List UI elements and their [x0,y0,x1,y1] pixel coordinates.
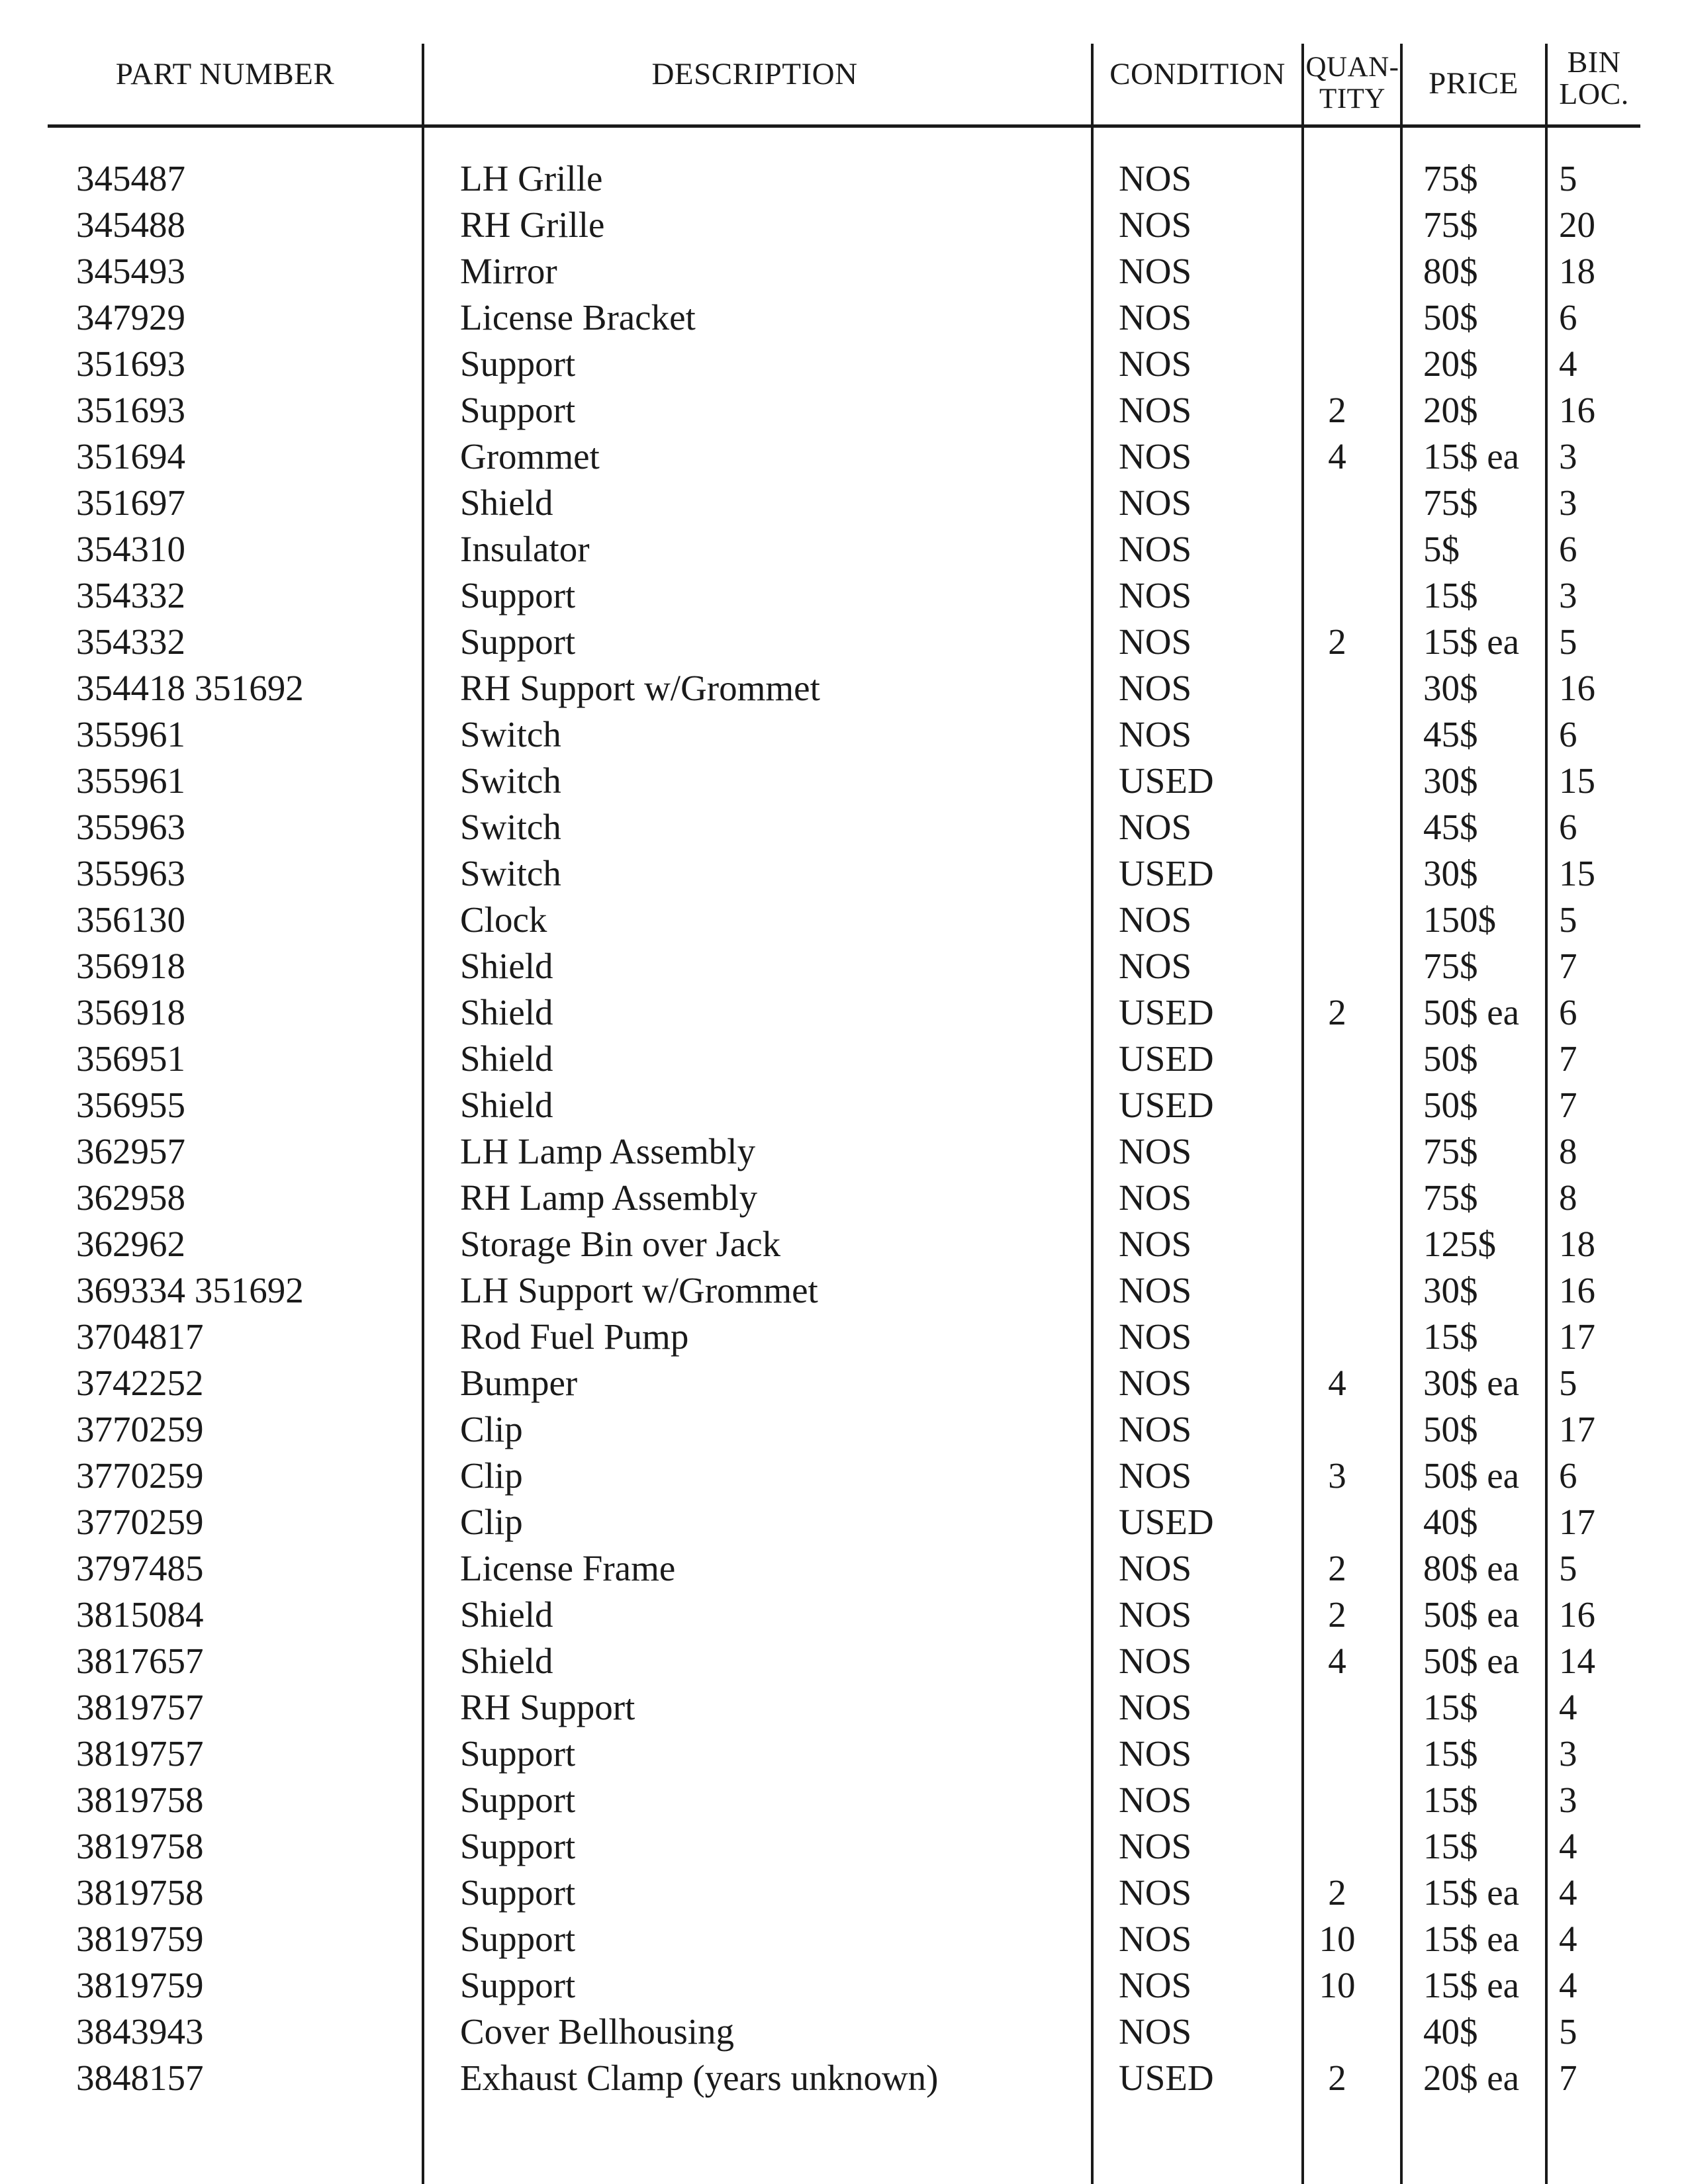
description-cell: Shield [460,1594,553,1635]
price-cell: 50$ ea [1423,992,1520,1032]
condition-cell: NOS [1119,1548,1192,1588]
condition-cell: NOS [1119,343,1192,384]
price-cell: 15$ [1423,1687,1478,1727]
part-number-cell: 3819758 [76,1872,204,1913]
price-cell: 80$ ea [1423,1548,1520,1588]
quantity-cell: 4 [1328,1363,1346,1403]
condition-cell: USED [1119,1085,1214,1125]
bin-location-cell: 17 [1559,1316,1595,1357]
description-cell: Clip [460,1502,523,1542]
condition-cell: NOS [1119,1780,1192,1820]
condition-cell: NOS [1119,1919,1192,1959]
quantity-cell: 2 [1328,2058,1346,2098]
part-number-cell: 3848157 [76,2058,204,2098]
part-number-cell: 355963 [76,807,185,847]
price-cell: 45$ [1423,714,1478,754]
condition-cell: NOS [1119,1687,1192,1727]
price-cell: 75$ [1423,946,1478,986]
part-number-cell: 3817657 [76,1641,204,1681]
price-cell: 50$ ea [1423,1455,1520,1496]
description-cell: Shield [460,1038,553,1079]
condition-cell: NOS [1119,1224,1192,1264]
part-number-cell: 347929 [76,297,185,338]
header-quantity-line2: TITY [1319,83,1385,114]
quantity-cell: 10 [1319,1965,1356,2005]
condition-cell: NOS [1119,1363,1192,1403]
table-row [0,295,1688,341]
part-number-cell: 3819757 [76,1687,204,1727]
condition-cell: NOS [1119,1409,1192,1449]
condition-cell: NOS [1119,1131,1192,1171]
price-cell: 50$ ea [1423,1641,1520,1681]
price-cell: 15$ ea [1423,1919,1520,1959]
part-number-cell: 3843943 [76,2011,204,2052]
price-cell: 5$ [1423,529,1460,569]
price-cell: 15$ ea [1423,621,1520,662]
bin-location-cell: 4 [1559,1826,1577,1866]
part-number-cell: 345488 [76,205,185,245]
description-cell: Grommet [460,436,600,477]
table-row [0,1870,1688,1916]
bin-location-cell: 5 [1559,158,1577,199]
description-cell: Support [460,1919,576,1959]
price-cell: 50$ [1423,297,1478,338]
condition-cell: USED [1119,853,1214,893]
table-row [0,804,1688,850]
bin-location-cell: 5 [1559,899,1577,940]
quantity-cell: 10 [1319,1919,1356,1959]
condition-cell: USED [1119,1038,1214,1079]
table-row [0,1499,1688,1545]
bin-location-cell: 15 [1559,853,1595,893]
description-cell: Switch [460,714,561,754]
bin-location-cell: 15 [1559,760,1595,801]
part-number-cell: 3742252 [76,1363,204,1403]
bin-location-cell: 8 [1559,1177,1577,1218]
price-cell: 50$ ea [1423,1594,1520,1635]
bin-location-cell: 6 [1559,1455,1577,1496]
header-bin-line1: BIN [1567,45,1621,79]
condition-cell: NOS [1119,1965,1192,2005]
bin-location-cell: 6 [1559,992,1577,1032]
bin-location-cell: 5 [1559,1548,1577,1588]
part-number-cell: 3704817 [76,1316,204,1357]
bin-location-cell: 4 [1559,1919,1577,1959]
description-cell: Support [460,1826,576,1866]
table-row [0,1082,1688,1128]
price-cell: 80$ [1423,251,1478,291]
bin-location-cell: 16 [1559,1594,1595,1635]
price-cell: 15$ [1423,1780,1478,1820]
table-row [0,711,1688,758]
condition-cell: NOS [1119,436,1192,477]
condition-cell: NOS [1119,899,1192,940]
header-underline [48,124,1640,128]
quantity-cell: 4 [1328,1641,1346,1681]
condition-cell: NOS [1119,714,1192,754]
description-cell: Support [460,1872,576,1913]
table-row [0,665,1688,711]
description-cell: Clip [460,1455,523,1496]
table-row [0,1638,1688,1684]
part-number-cell: 3819757 [76,1733,204,1774]
part-number-cell: 3770259 [76,1455,204,1496]
table-row [0,943,1688,989]
price-cell: 75$ [1423,158,1478,199]
condition-cell: NOS [1119,946,1192,986]
bin-location-cell: 17 [1559,1502,1595,1542]
table-row [0,572,1688,619]
quantity-cell: 2 [1328,390,1346,430]
price-cell: 15$ [1423,1826,1478,1866]
price-cell: 15$ [1423,575,1478,615]
condition-cell: NOS [1119,1641,1192,1681]
part-number-cell: 345487 [76,158,185,199]
price-cell: 30$ [1423,760,1478,801]
part-number-cell: 362957 [76,1131,185,1171]
description-cell: Support [460,1780,576,1820]
price-cell: 50$ [1423,1038,1478,1079]
bin-location-cell: 3 [1559,1780,1577,1820]
table-row [0,341,1688,387]
header-quantity [1303,52,1402,115]
description-cell: RH Lamp Assembly [460,1177,758,1218]
description-cell: Switch [460,853,561,893]
description-cell: Switch [460,760,561,801]
description-cell: Clip [460,1409,523,1449]
description-cell: RH Grille [460,205,605,245]
table-row [0,1128,1688,1175]
table-row [0,526,1688,572]
part-number-cell: 355961 [76,760,185,801]
price-cell: 50$ [1423,1409,1478,1449]
part-number-cell: 356918 [76,992,185,1032]
price-cell: 40$ [1423,1502,1478,1542]
bin-location-cell: 5 [1559,621,1577,662]
condition-cell: USED [1119,2058,1214,2098]
table-row [0,1360,1688,1406]
part-number-cell: 3819759 [76,1919,204,1959]
condition-cell: NOS [1119,807,1192,847]
bin-location-cell: 20 [1559,205,1595,245]
description-cell: Shield [460,482,553,523]
condition-cell: NOS [1119,297,1192,338]
table-row [0,1731,1688,1777]
bin-location-cell: 16 [1559,1270,1595,1310]
description-cell: Clock [460,899,547,940]
condition-cell: NOS [1119,1826,1192,1866]
bin-location-cell: 4 [1559,1687,1577,1727]
bin-location-cell: 3 [1559,575,1577,615]
part-number-cell: 345493 [76,251,185,291]
part-number-cell: 354310 [76,529,185,569]
bin-location-cell: 7 [1559,2058,1577,2098]
price-cell: 15$ ea [1423,1965,1520,2005]
price-cell: 15$ ea [1423,1872,1520,1913]
part-number-cell: 3770259 [76,1502,204,1542]
part-number-cell: 3815084 [76,1594,204,1635]
header-part-number: PART NUMBER [115,57,335,91]
parts-table-body [0,156,1688,2101]
bin-location-cell: 5 [1559,2011,1577,2052]
bin-location-cell: 6 [1559,807,1577,847]
description-cell: Mirror [460,251,557,291]
description-cell: RH Support w/Grommet [460,668,820,708]
price-cell: 45$ [1423,807,1478,847]
header-bin-line2: LOC. [1559,77,1629,111]
bin-location-cell: 18 [1559,251,1595,291]
part-number-cell: 354332 [76,575,185,615]
price-cell: 20$ [1423,343,1478,384]
description-cell: Cover Bellhousing [460,2011,735,2052]
price-cell: 30$ ea [1423,1363,1520,1403]
quantity-cell: 2 [1328,621,1346,662]
description-cell: LH Grille [460,158,603,199]
description-cell: Shield [460,946,553,986]
condition-cell: NOS [1119,251,1192,291]
part-number-cell: 369334 351692 [76,1270,304,1310]
table-row [0,897,1688,943]
bin-location-cell: 3 [1559,482,1577,523]
condition-cell: NOS [1119,668,1192,708]
description-cell: License Bracket [460,297,696,338]
description-cell: Support [460,621,576,662]
part-number-cell: 3797485 [76,1548,204,1588]
bin-location-cell: 7 [1559,1085,1577,1125]
description-cell: Shield [460,992,553,1032]
description-cell: Insulator [460,529,590,569]
table-row [0,619,1688,665]
price-cell: 30$ [1423,668,1478,708]
quantity-cell: 2 [1328,1872,1346,1913]
part-number-cell: 3819759 [76,1965,204,2005]
description-cell: License Frame [460,1548,676,1588]
description-cell: Shield [460,1085,553,1125]
table-row [0,1175,1688,1221]
table-row [0,1314,1688,1360]
description-cell: Shield [460,1641,553,1681]
description-cell: Rod Fuel Pump [460,1316,689,1357]
price-cell: 20$ [1423,390,1478,430]
price-cell: 75$ [1423,1177,1478,1218]
bin-location-cell: 16 [1559,668,1595,708]
header-bin-location [1548,46,1640,110]
description-cell: LH Support w/Grommet [460,1270,818,1310]
description-cell: Support [460,1965,576,2005]
condition-cell: NOS [1119,575,1192,615]
description-cell: Support [460,343,576,384]
condition-cell: NOS [1119,1872,1192,1913]
part-number-cell: 354332 [76,621,185,662]
condition-cell: NOS [1119,1733,1192,1774]
bin-location-cell: 6 [1559,529,1577,569]
part-number-cell: 3819758 [76,1780,204,1820]
bin-location-cell: 7 [1559,946,1577,986]
price-cell: 75$ [1423,205,1478,245]
condition-cell: NOS [1119,621,1192,662]
description-cell: Support [460,1733,576,1774]
part-number-cell: 355961 [76,714,185,754]
part-number-cell: 362958 [76,1177,185,1218]
table-row [0,1592,1688,1638]
condition-cell: NOS [1119,482,1192,523]
part-number-cell: 362962 [76,1224,185,1264]
condition-cell: NOS [1119,529,1192,569]
bin-location-cell: 7 [1559,1038,1577,1079]
part-number-cell: 356951 [76,1038,185,1079]
table-row [0,1916,1688,1962]
condition-cell: NOS [1119,158,1192,199]
bin-location-cell: 3 [1559,1733,1577,1774]
table-row [0,480,1688,526]
table-row [0,2055,1688,2101]
table-row [0,1406,1688,1453]
condition-cell: USED [1119,760,1214,801]
part-number-cell: 351697 [76,482,185,523]
table-row [0,850,1688,897]
price-cell: 15$ [1423,1316,1478,1357]
bin-location-cell: 16 [1559,390,1595,430]
table-row [0,202,1688,248]
table-row [0,1221,1688,1267]
bin-location-cell: 18 [1559,1224,1595,1264]
part-number-cell: 356955 [76,1085,185,1125]
description-cell: Switch [460,807,561,847]
table-row [0,248,1688,295]
price-cell: 30$ [1423,1270,1478,1310]
table-row [0,2009,1688,2055]
price-cell: 75$ [1423,482,1478,523]
table-row [0,1453,1688,1499]
part-number-cell: 3770259 [76,1409,204,1449]
table-row [0,1545,1688,1592]
price-cell: 125$ [1423,1224,1496,1264]
condition-cell: NOS [1119,390,1192,430]
table-row [0,387,1688,433]
part-number-cell: 356918 [76,946,185,986]
table-row [0,1823,1688,1870]
header-price: PRICE [1429,66,1519,101]
description-cell: Bumper [460,1363,578,1403]
table-row [0,156,1688,202]
part-number-cell: 351693 [76,390,185,430]
table-row [0,1962,1688,2009]
description-cell: Support [460,390,576,430]
part-number-cell: 3819758 [76,1826,204,1866]
header-quantity-line1: QUAN- [1305,52,1399,83]
description-cell: LH Lamp Assembly [460,1131,756,1171]
price-cell: 20$ ea [1423,2058,1520,2098]
quantity-cell: 3 [1328,1455,1346,1496]
quantity-cell: 4 [1328,436,1346,477]
price-cell: 75$ [1423,1131,1478,1171]
header-description: DESCRIPTION [651,57,858,91]
quantity-cell: 2 [1328,1548,1346,1588]
description-cell: Storage Bin over Jack [460,1224,781,1264]
table-row [0,433,1688,480]
condition-cell: NOS [1119,1455,1192,1496]
condition-cell: USED [1119,992,1214,1032]
part-number-cell: 351693 [76,343,185,384]
part-number-cell: 351694 [76,436,185,477]
quantity-cell: 2 [1328,992,1346,1032]
condition-cell: NOS [1119,1177,1192,1218]
description-cell: Exhaust Clamp (years unknown) [460,2058,939,2098]
table-row [0,1777,1688,1823]
table-row [0,1267,1688,1314]
condition-cell: NOS [1119,1316,1192,1357]
part-number-cell: 356130 [76,899,185,940]
price-cell: 40$ [1423,2011,1478,2052]
bin-location-cell: 5 [1559,1363,1577,1403]
price-cell: 50$ [1423,1085,1478,1125]
condition-cell: NOS [1119,205,1192,245]
part-number-cell: 355963 [76,853,185,893]
description-cell: RH Support [460,1687,635,1727]
bin-location-cell: 4 [1559,1872,1577,1913]
table-row [0,1684,1688,1731]
bin-location-cell: 17 [1559,1409,1595,1449]
price-cell: 30$ [1423,853,1478,893]
description-cell: Support [460,575,576,615]
bin-location-cell: 6 [1559,297,1577,338]
condition-cell: NOS [1119,2011,1192,2052]
table-row [0,1036,1688,1082]
part-number-cell: 354418 351692 [76,668,304,708]
header-condition: CONDITION [1109,57,1286,91]
bin-location-cell: 4 [1559,343,1577,384]
table-row [0,758,1688,804]
table-row [0,989,1688,1036]
bin-location-cell: 3 [1559,436,1577,477]
bin-location-cell: 14 [1559,1641,1595,1681]
condition-cell: NOS [1119,1270,1192,1310]
bin-location-cell: 8 [1559,1131,1577,1171]
price-cell: 150$ [1423,899,1496,940]
price-cell: 15$ ea [1423,436,1520,477]
price-cell: 15$ [1423,1733,1478,1774]
condition-cell: USED [1119,1502,1214,1542]
quantity-cell: 2 [1328,1594,1346,1635]
bin-location-cell: 6 [1559,714,1577,754]
condition-cell: NOS [1119,1594,1192,1635]
bin-location-cell: 4 [1559,1965,1577,2005]
